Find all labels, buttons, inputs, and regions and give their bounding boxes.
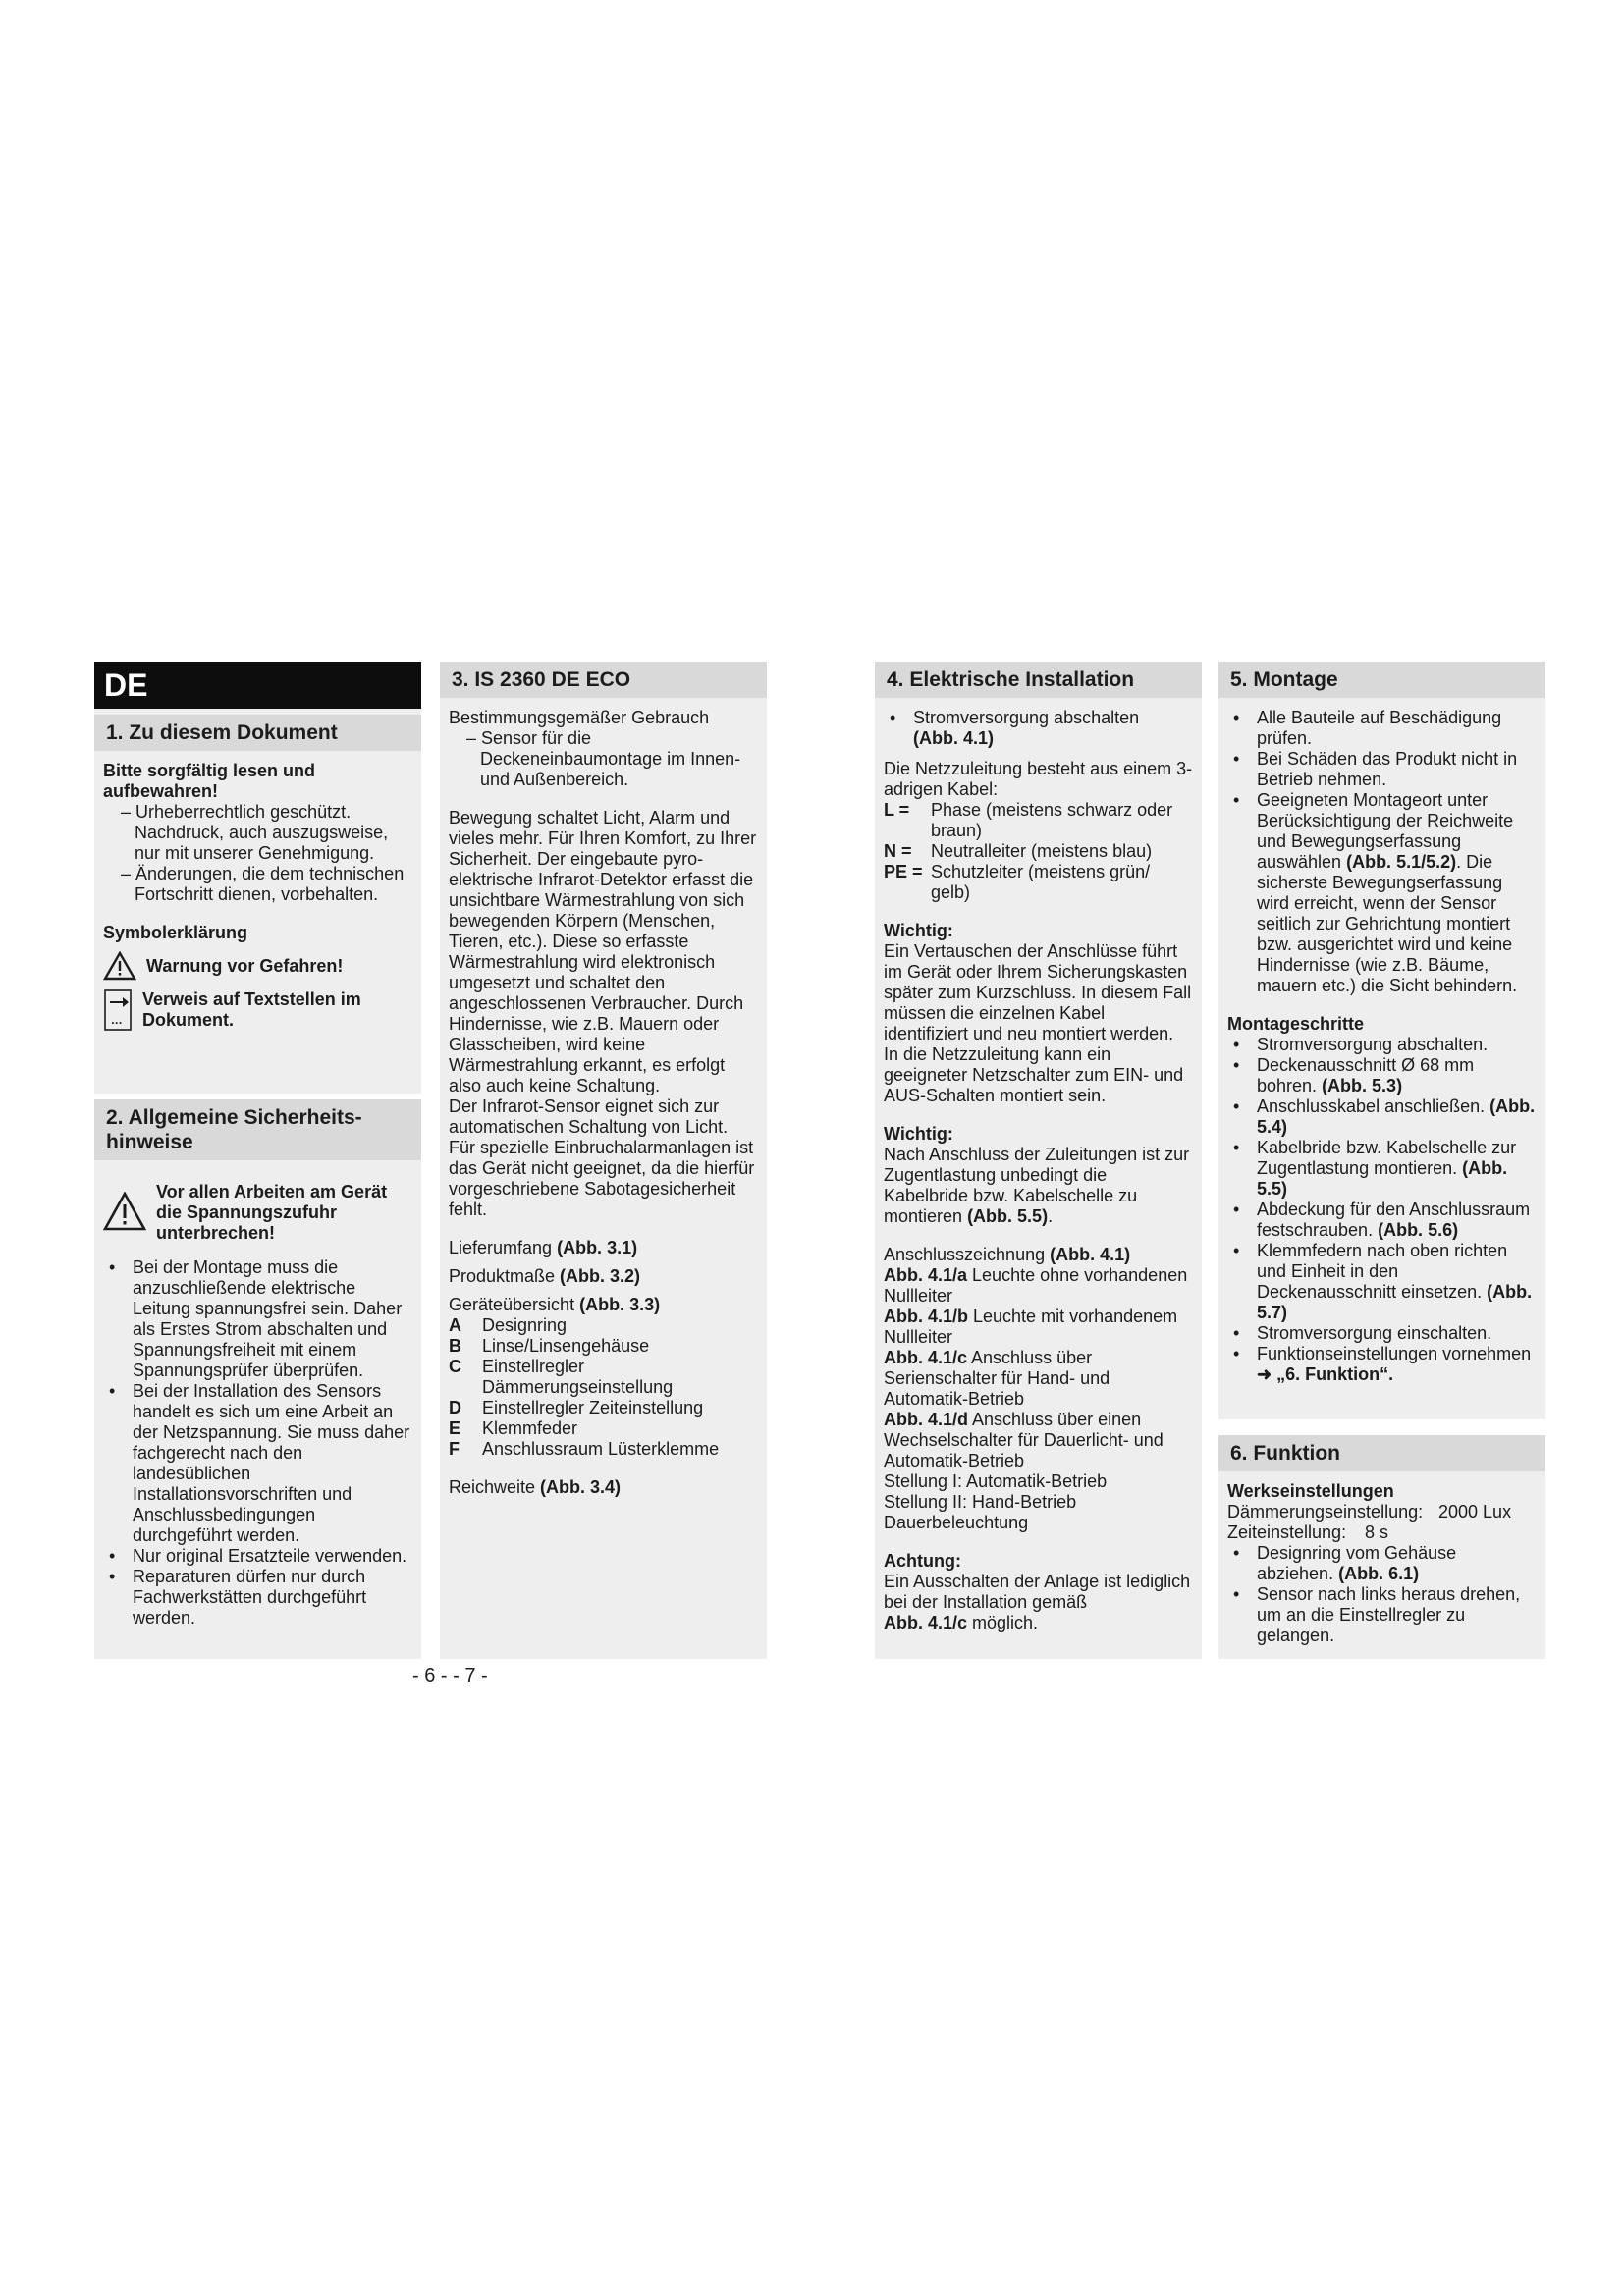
step-item: • Abdeckung für den Anschlussraum festschrauben. (Abb. 5.6) [1227, 1200, 1537, 1241]
caution-heading: Achtung: [884, 1551, 961, 1571]
mounting-bullet: • Geeigneten Montageort unter Berücksichtigung der Reichweite und Bewegungserfassung auswählen (Abb. 5.1/5.2). Die sicherste Bewegungserfassung wird erreicht, wenn der Sensor seitlich zur Gehrichtung montiert bzw. ausgerichtet wird und keine Hindernisse (wie z.B. Bäume, mauern etc.) die Sicht behindern. [1227, 790, 1537, 996]
function-panel [1218, 1435, 1545, 1659]
symbols-heading: Symbolerklärung [103, 923, 248, 942]
step-item: • Stromversorgung einschalten. [1227, 1323, 1537, 1344]
page-numbers: - 6 - - 7 - [412, 1665, 488, 1686]
section-6-title: 6. Funktion [1218, 1435, 1545, 1471]
dash-item: – Sensor für die Deckeneinbaumontage im Innen- und Außenbereich. [466, 728, 741, 789]
product-panel [440, 662, 767, 1659]
conductor-row: N = Neutralleiter (meistens blau) [884, 841, 1153, 861]
column-1-panel [94, 662, 421, 1094]
time-setting: Zeiteinstellung: 8 s [1227, 1522, 1389, 1542]
safety-bullet: • Bei der Montage muss die anzuschließende elektrische Leitung spannungsfrei sein. Daher als Erstes Strom abschalten und Spannungsfreiheit mit einem Spannungsprüfer überprüfen. [103, 1257, 412, 1381]
language-label: DE [94, 662, 421, 709]
mounting-bullet: • Alle Bauteile auf Beschädigung prüfen. [1227, 708, 1537, 749]
overview-line: Geräteübersicht (Abb. 3.3) [449, 1295, 661, 1314]
step-item: • Klemmfedern nach oben richten und Einheit in den Deckenausschnitt einsetzen. (Abb. 5.7) [1227, 1241, 1537, 1323]
section-1-title: 1. Zu diesem Dokument [94, 715, 421, 751]
section-5-title: 5. Montage [1218, 662, 1545, 698]
scope-line: Lieferumfang (Abb. 3.1) [449, 1238, 638, 1257]
conductor-row: L = Phase (meistens schwarz oder braun) [884, 800, 1173, 840]
mounting-panel [1218, 662, 1545, 1419]
wiring-item: Abb. 4.1/c Anschluss über Serienschalter für Hand- und Automatik-Betrieb [884, 1348, 1110, 1409]
cable-intro: Die Netzzuleitung besteht aus einem 3-adrigen Kabel: [884, 759, 1193, 799]
svg-text:...: ... [111, 1016, 123, 1027]
description-2: Der Infrarot-Sensor eignet sich zur automatischen Schaltung von Licht. Für spezielle Einbruchalarmanlagen ist das Gerät nicht geeignet, da die hierfür vorgeschriebene Sabotagesicherheit fehlt. [449, 1096, 755, 1219]
warning-triangle-icon [103, 951, 136, 981]
part-row: D Einstellregler Zeiteinstellung [449, 1398, 704, 1417]
warning-triangle-icon [103, 1192, 146, 1231]
wiring-item: Abb. 4.1/a Leuchte ohne vorhandenen Nullleiter [884, 1265, 1188, 1306]
safety-bullet: • Reparaturen dürfen nur durch Fachwerkstätten durchgeführt werden. [103, 1567, 412, 1629]
wiring-item: Abb. 4.1/b Leuchte mit vorhandenem Nullleiter [884, 1307, 1178, 1347]
step-item: • Stromversorgung abschalten. [1227, 1035, 1537, 1055]
reference-legend-label: Verweis auf Textstellen im Dokument. [142, 989, 361, 1030]
twilight-setting: Dämmerungseinstellung: 2000 Lux [1227, 1502, 1512, 1522]
intended-use-label: Bestimmungsgemäßer Gebrauch [449, 708, 710, 727]
warning-legend-label: Warnung vor Gefahren! [146, 955, 344, 976]
range-line: Reichweite (Abb. 3.4) [449, 1477, 622, 1497]
dash-item: – Urheberrechtlich geschützt. Nachdruck, auch auszugsweise, nur mit unserer Genehmigung. [121, 802, 389, 863]
step-item: • Deckenausschnitt Ø 68 mm bohren. (Abb. 5.3) [1227, 1055, 1537, 1096]
safety-warning-text: Vor allen Arbeiten am Gerät die Spannungszufuhr unterbrechen! [156, 1182, 388, 1243]
wiring-item: Abb. 4.1/d Anschluss über einen Wechselschalter für Dauerlicht- und Automatik-Betrieb [884, 1410, 1164, 1470]
position-1: Stellung I: Automatik-Betrieb [884, 1471, 1108, 1491]
section-3-title: 3. IS 2360 DE ECO [440, 662, 767, 698]
dash-item: – Änderungen, die dem technischen Fortschritt dienen, vorbehalten. [121, 864, 405, 904]
steps-heading: Montageschritte [1227, 1014, 1365, 1034]
conductor-row: PE = Schutzleiter (meistens grün/ gelb) [884, 862, 1151, 902]
description: Bewegung schaltet Licht, Alarm und vieles mehr. Für Ihren Komfort, zu Ihrer Sicherheit. Der eingebaute pyro-elektrische Infrarot-Detektor erfasst die unsichtbare Wärmestrahlung von sich bewegenden Körpern (Menschen, Tieren, etc.). Diese so erfasste Wärmestrahlung wird elektronisch umgesetzt und schaltet den angeschlossenen Verbraucher. Durch Hindernisse, wie z.B. Mauern oder Glasscheiben, wird keine Wärmestrahlung erkannt, es erfolgt also auch keine Schaltung. [449, 808, 757, 1095]
step-item: • Anschlusskabel anschließen. (Abb. 5.4) [1227, 1096, 1537, 1138]
care-heading: Bitte sorgfältig lesen und aufbewahren! [103, 761, 316, 801]
power-off-item: • Stromversorgung abschalten (Abb. 4.1) [884, 708, 1193, 749]
mounting-bullet: • Bei Schäden das Produkt nicht in Betrieb nehmen. [1227, 749, 1537, 790]
safety-bullet: • Bei der Installation des Sensors handelt es sich um eine Arbeit an der Netzspannung. Sie muss daher fachgerecht nach den landesüblichen Installationsvorschriften und Anschlussbedingungen durchgeführt werden. [103, 1381, 412, 1546]
part-row: E Klemmfeder [449, 1418, 578, 1438]
position-2: Stellung II: Hand-Betrieb Dauerbeleuchtung [884, 1492, 1077, 1532]
function-bullet: • Designring vom Gehäuse abziehen. (Abb. 6.1) [1227, 1543, 1537, 1584]
section-4-title: 4. Elektrische Installation [875, 662, 1202, 698]
important-heading: Wichtig: [884, 1124, 953, 1144]
part-row: C Einstellregler Dämmerungseinstellung [449, 1357, 674, 1397]
document-reference-icon [103, 988, 133, 1032]
dims-line: Produktmaße (Abb. 3.2) [449, 1266, 641, 1286]
section-2-title: 2. Allgemeine Sicherheits- hinweise [94, 1099, 421, 1160]
part-row: F Anschlussraum Lüsterklemme [449, 1439, 720, 1459]
function-bullet: • Sensor nach links heraus drehen, um an die Einstellregler zu gelangen. [1227, 1584, 1537, 1646]
safety-panel [94, 1099, 421, 1659]
wiring-heading: Anschlusszeichnung (Abb. 4.1) [884, 1245, 1131, 1264]
step-item: • Kabelbride bzw. Kabelschelle zur Zugentlastung montieren. (Abb. 5.5) [1227, 1138, 1537, 1200]
part-row: A Designring [449, 1315, 568, 1335]
important-text: Nach Anschluss der Zuleitungen ist zur Zugentlastung unbedingt die Kabelbride bzw. Kabelschelle zu montieren (Abb. 5.5). [884, 1145, 1190, 1226]
part-row: B Linse/Linsengehäuse [449, 1336, 650, 1356]
important-heading: Wichtig: [884, 921, 953, 940]
step-item: • Funktionseinstellungen vornehmen ➜ „6. Funktion“. [1227, 1344, 1537, 1385]
caution-text: Ein Ausschalten der Anlage ist lediglich bei der Installation gemäß Abb. 4.1/c möglich. [884, 1572, 1191, 1632]
safety-warning [103, 1182, 412, 1244]
electrical-panel [875, 662, 1202, 1659]
safety-bullet: • Nur original Ersatzteile verwenden. [103, 1546, 412, 1567]
factory-settings-heading: Werkseinstellungen [1227, 1481, 1394, 1501]
warning-legend [103, 951, 412, 981]
reference-legend [103, 988, 412, 1032]
important-text: Ein Vertauschen der Anschlüsse führt im Gerät oder Ihrem Sicherungskasten später zum Kurzschluss. In diesem Fall müssen die einzelnen Kabel identifiziert und neu montiert werden. In die Netzzuleitung kann ein geeigneter Netzschalter zum EIN- und AUS-Schalten montiert sein. [884, 941, 1192, 1105]
